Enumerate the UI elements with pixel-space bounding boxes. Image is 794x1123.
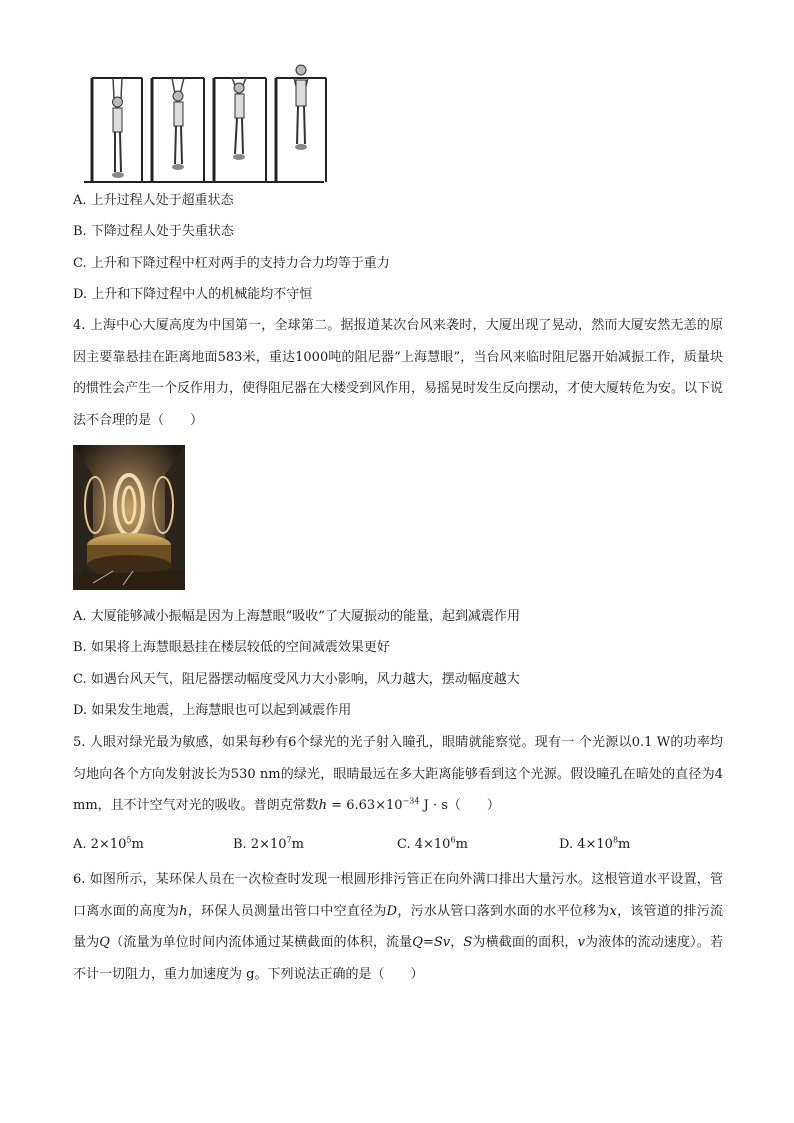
q5-options <box>73 837 723 855</box>
q4-option-c: C. 如遇台风天气，阻尼器摆动幅度受风力大小影响，风力越大，摆动幅度越大 <box>73 672 520 687</box>
q3-option-c: C. 上升和下降过程中杠对两手的支持力合力均等于重力 <box>73 256 390 271</box>
planck-value: = 6.63×10 <box>327 798 403 813</box>
q3-option-a: A. 上升过程人处于超重状态 <box>73 193 234 208</box>
q3-option-b: B. 下降过程人处于失重状态 <box>73 224 234 239</box>
planck-symbol: h <box>318 798 328 813</box>
planck-unit: J · s（ ） <box>419 798 500 813</box>
q5-option-d: D. $4\times 10^8m$ <box>559 835 631 852</box>
q6-text-3: ，污水从管口落到水面的水平位移为 <box>397 903 610 919</box>
q6-text-2: ，环保人员测量出管口中空直径为 <box>187 903 387 919</box>
var-S: S <box>463 935 473 950</box>
pull-up-frame-1 <box>92 78 142 182</box>
pull-up-sequence-figure <box>80 64 330 186</box>
pull-up-frame-2 <box>152 78 204 182</box>
var-Q: Q <box>99 935 110 950</box>
q4-option-d: D. 如果发生地震，上海慧眼也可以起到减震作用 <box>73 703 352 718</box>
tuned-mass-damper-photo <box>73 445 185 590</box>
q5-option-a: A. $2\times 10^5m$ <box>73 835 144 852</box>
q4-option-a: A. 大厦能够减小振幅是因为上海慧眼“吸收”了大厦振动的能量，起到减震作用 <box>73 609 520 624</box>
q6-text-8: 为液体的流动速度）。若不计一切阻力，重力加速度为 g。下列说法正确的是（ ） <box>73 935 723 982</box>
pull-up-frame-3 <box>214 78 266 182</box>
q5-stem <box>73 727 723 822</box>
var-Q-Sv: Q=Sv <box>412 935 451 950</box>
var-x: x <box>609 903 617 919</box>
q6-text-7: 为横截面的面积， <box>472 935 578 950</box>
pull-up-frame-4 <box>276 65 326 182</box>
q6-stem <box>73 864 723 990</box>
q6-text-6: ， <box>450 935 464 950</box>
q5-stem-text: 5. 人眼对绿光最为敏感，如果每秒有6个绿光的光子射入瞳孔，眼睛就能察觉。现有一 个光源以0.1 W的功率均匀地向各个方向发射波长为530 nm的绿光，眼睛最远在多大距离能够看到这个光源。假设瞳孔在暗处的直径为4 mm，且不计空气对光的吸收。普朗克常数 <box>73 735 723 813</box>
q4-stem: 4. 上海中心大厦高度为中国第一，全球第二。据报道某次台风来袭时，大厦出现了晃动，然而大厦安然无恙的原因主要靠悬挂在距离地面583米，重达1000吨的阻尼器“上海慧眼”，当台风来临时阻尼器开始减振工作，质量块的惯性会产生一个反作用力，使得阻尼器在大楼受到风作用，易摇晃时发生反向摆动，才使大厦转危为安。以下说法不合理的是（ ） <box>73 318 724 428</box>
var-v: v <box>577 935 585 950</box>
var-D: D <box>386 903 398 919</box>
q4-option-b: B. 如果将上海慧眼悬挂在楼层较低的空间减震效果更好 <box>73 640 390 655</box>
planck-exponent: −34 <box>402 796 420 806</box>
q6-text-4: ，该管道的排污流量为 <box>73 903 723 950</box>
q3-option-d: D. 上升和下降过程中人的机械能均不守恒 <box>73 287 313 302</box>
var-h: h <box>179 903 188 919</box>
q5-option-b: B. $2\times 10^7m$ <box>233 835 304 852</box>
q5-option-c: C. $4\times 10^6m$ <box>397 835 468 852</box>
q6-text-1: 6. 如图所示，某环保人员在一次检查时发现一根圆形排污管正在向外满口排出大量污水。这根管道水平设置，管口离水面的高度为 <box>73 872 723 919</box>
q6-text-5: （流量为单位时间内流体通过某横截面的体积，流量 <box>109 935 413 950</box>
